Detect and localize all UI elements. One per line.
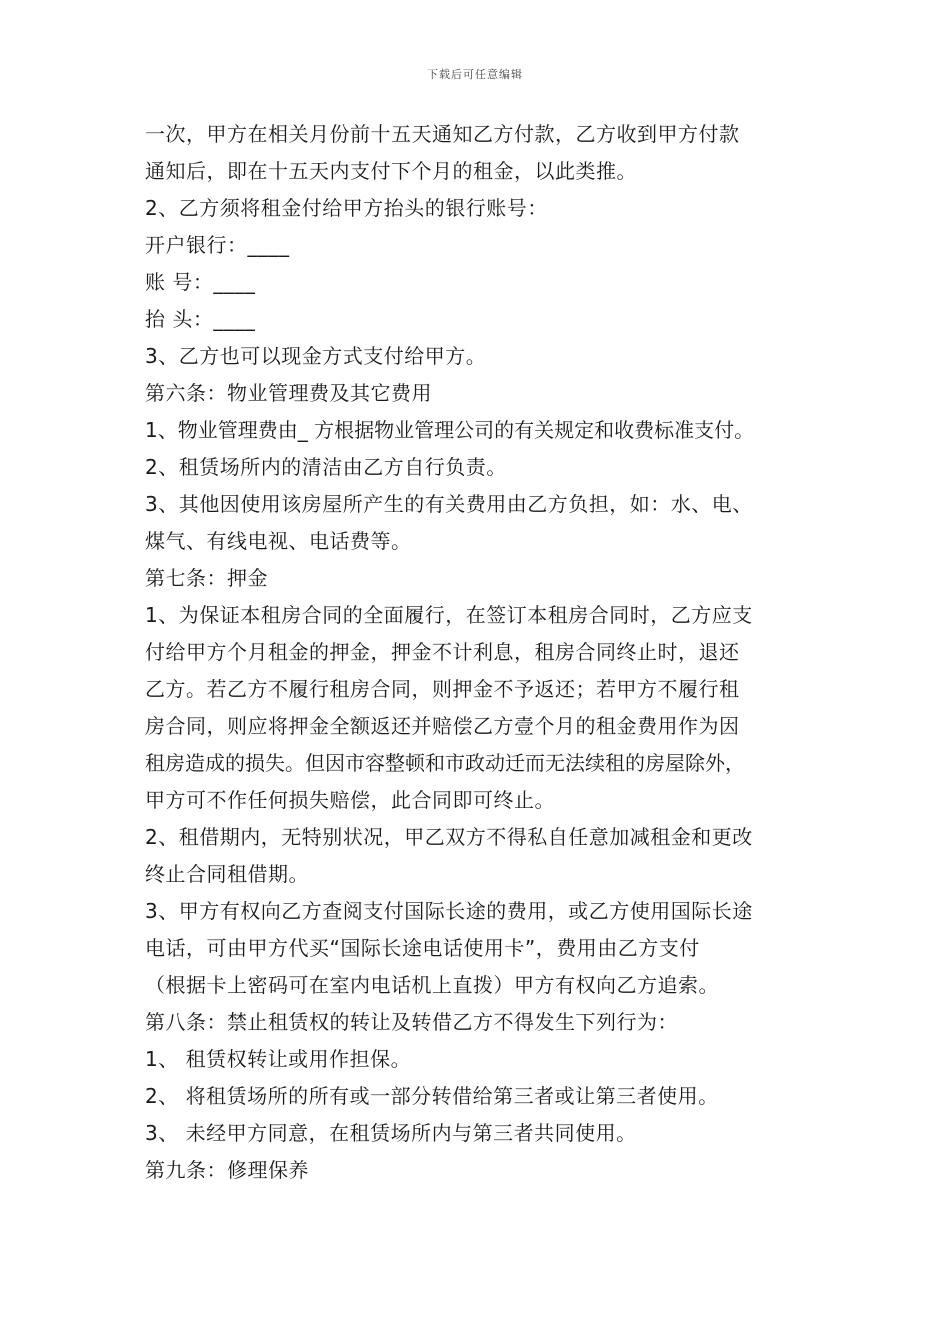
- document-body: [145, 116, 825, 1189]
- account-title-field-line: 抬 头：____: [145, 307, 256, 331]
- paragraph-line: 1、为保证本租房合同的全面履行，在签订本租房合同时，乙方应支: [145, 603, 753, 627]
- paragraph-line: 甲方可不作任何损失赔偿，此合同即可终止。: [145, 788, 555, 812]
- header-note: 下载后可任意编辑: [427, 68, 523, 81]
- list-item: 2、 将租赁场所的所有或一部分转借给第三者或让第三者使用。: [145, 1084, 719, 1108]
- paragraph-line: 煤气、有线电视、电话费等。: [145, 529, 412, 553]
- paragraph-line: 一次，甲方在相关月份前十五天通知乙方付款，乙方收到甲方付款: [145, 122, 740, 146]
- paragraph-line: 3、乙方也可以现金方式支付给甲方。: [145, 344, 487, 368]
- list-item: 1、 租赁权转让或用作担保。: [145, 1047, 412, 1071]
- paragraph-line: 电话，可由甲方代买“国际长途电话使用卡”，费用由乙方支付: [145, 936, 700, 960]
- paragraph-line: 乙方。若乙方不履行租房合同，则押金不予返还；若甲方不履行租: [145, 677, 740, 701]
- paragraph-line: 3、甲方有权向乙方查阅支付国际长途的费用，或乙方使用国际长途: [145, 899, 753, 923]
- paragraph-line: （根据卡上密码可在室内电话机上直拨）甲方有权向乙方追索。: [145, 973, 719, 997]
- section-heading: 第九条：修理保养: [145, 1158, 309, 1182]
- paragraph-line: 终止合同租借期。: [145, 862, 309, 886]
- paragraph-line: 房合同，则应将押金全额返还并赔偿乙方壹个月的租金费用作为因: [145, 714, 740, 738]
- section-heading: 第六条：物业管理费及其它费用: [145, 381, 432, 405]
- paragraph-line: 1、物业管理费由_ 方根据物业管理公司的有关规定和收费标准支付。: [145, 418, 755, 442]
- paragraph-line: 租房造成的损失。但因市容整顿和市政动迁而无法续租的房屋除外，: [145, 751, 745, 775]
- bank-name-field-line: 开户银行：____: [145, 233, 290, 257]
- paragraph-line: 通知后，即在十五天内支付下个月的租金，以此类推。: [145, 159, 637, 183]
- paragraph-line: 3、其他因使用该房屋所产生的有关费用由乙方负担，如：水、电、: [145, 492, 753, 516]
- paragraph-line: 2、租借期内，无特别状况，甲乙双方不得私自任意加减租金和更改: [145, 825, 753, 849]
- section-heading: 第八条：禁止租赁权的转让及转借乙方不得发生下列行为：: [145, 1010, 678, 1034]
- paragraph-line: 2、乙方须将租金付给甲方抬头的银行账号：: [145, 196, 548, 220]
- paragraph-line: 付给甲方个月租金的押金，押金不计利息，租房合同终止时，退还: [145, 640, 740, 664]
- account-number-field-line: 账 号：____: [145, 270, 256, 294]
- section-heading: 第七条：押金: [145, 566, 268, 590]
- paragraph-line: 2、租赁场所内的清洁由乙方自行负责。: [145, 455, 507, 479]
- list-item: 3、 未经甲方同意，在租赁场所内与第三者共同使用。: [145, 1121, 637, 1145]
